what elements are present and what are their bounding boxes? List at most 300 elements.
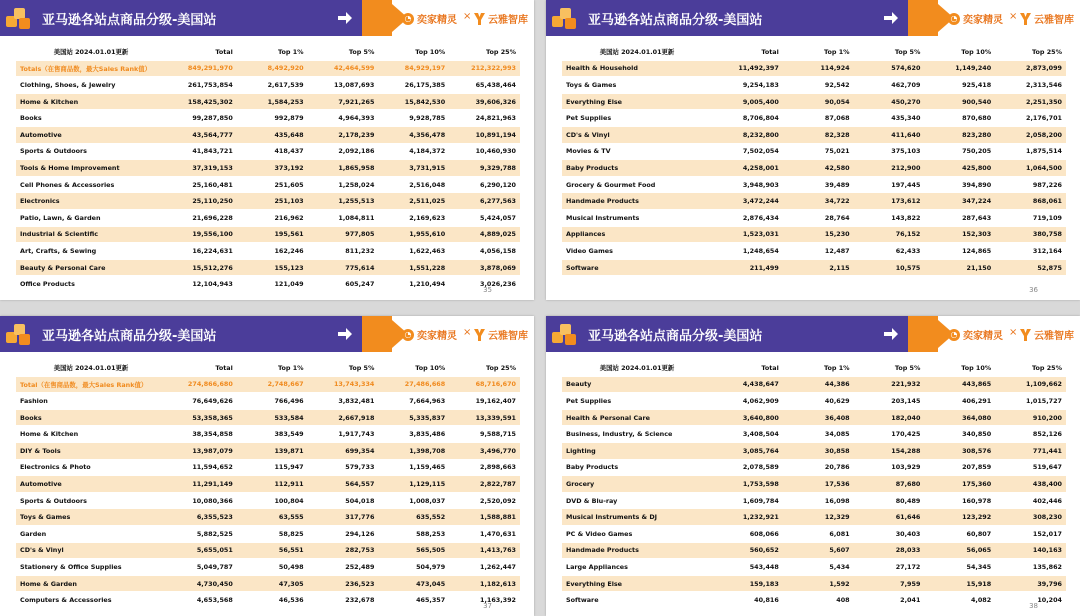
value-cell: 261,753,854 bbox=[166, 77, 237, 94]
header-accent bbox=[908, 0, 938, 36]
category-name: Automotive bbox=[16, 126, 166, 143]
brand-cross: × bbox=[463, 11, 472, 22]
value-cell: 588,253 bbox=[378, 525, 449, 542]
value-cell: 25,110,250 bbox=[166, 193, 237, 210]
value-cell: 68,716,670 bbox=[449, 376, 520, 393]
value-cell: 1,149,240 bbox=[924, 60, 995, 77]
value-cell: 12,329 bbox=[783, 509, 854, 526]
value-cell: 504,018 bbox=[308, 492, 379, 509]
value-cell: 312,164 bbox=[995, 243, 1066, 260]
slide-37 bbox=[0, 316, 534, 616]
value-cell: 75,021 bbox=[783, 143, 854, 160]
table-row bbox=[562, 77, 1066, 94]
table-row bbox=[562, 160, 1066, 177]
category-name: Baby Products bbox=[562, 160, 712, 177]
table-row bbox=[16, 459, 520, 476]
value-cell: 2,178,239 bbox=[308, 126, 379, 143]
value-cell: 9,928,785 bbox=[378, 110, 449, 127]
value-cell: 1,588,881 bbox=[449, 509, 520, 526]
value-cell: 910,200 bbox=[995, 409, 1066, 426]
value-cell: 19,162,407 bbox=[449, 393, 520, 410]
value-cell: 462,709 bbox=[854, 77, 925, 94]
value-cell: 766,496 bbox=[237, 393, 308, 410]
category-name: CD's & Vinyl bbox=[16, 542, 166, 559]
value-cell: 21,696,228 bbox=[166, 209, 237, 226]
value-cell: 1,163,392 bbox=[449, 592, 520, 609]
value-cell: 2,078,589 bbox=[712, 459, 783, 476]
value-cell: 2,822,787 bbox=[449, 476, 520, 493]
arrow-right-icon bbox=[338, 328, 352, 340]
category-name: Movies & TV bbox=[562, 143, 712, 160]
value-cell: 7,664,963 bbox=[378, 393, 449, 410]
column-header: Top 25% bbox=[449, 360, 520, 376]
category-table bbox=[16, 44, 520, 293]
value-cell: 44,386 bbox=[783, 376, 854, 393]
yunya-logo-icon bbox=[1020, 329, 1031, 341]
value-cell: 152,017 bbox=[995, 525, 1066, 542]
table-row bbox=[16, 426, 520, 443]
table-row bbox=[562, 559, 1066, 576]
table-row bbox=[562, 393, 1066, 410]
value-cell: 12,104,943 bbox=[166, 276, 237, 293]
value-cell: 40,629 bbox=[783, 393, 854, 410]
category-name: Health & Household bbox=[562, 60, 712, 77]
yijia-logo-icon: ◔ bbox=[402, 13, 414, 25]
value-cell: 308,576 bbox=[924, 442, 995, 459]
value-cell: 53,358,365 bbox=[166, 409, 237, 426]
value-cell: 6,290,120 bbox=[449, 176, 520, 193]
value-cell: 82,328 bbox=[783, 126, 854, 143]
value-cell: 155,123 bbox=[237, 259, 308, 276]
table-row bbox=[562, 509, 1066, 526]
value-cell: 1,109,662 bbox=[995, 376, 1066, 393]
value-cell: 5,424,057 bbox=[449, 209, 520, 226]
value-cell: 15,842,530 bbox=[378, 93, 449, 110]
value-cell: 6,355,523 bbox=[166, 509, 237, 526]
brand-cross: × bbox=[1009, 11, 1018, 22]
value-cell: 2,520,092 bbox=[449, 492, 520, 509]
value-cell: 435,648 bbox=[237, 126, 308, 143]
value-cell: 2,617,539 bbox=[237, 77, 308, 94]
slide-header bbox=[546, 316, 1080, 352]
value-cell: 1,413,763 bbox=[449, 542, 520, 559]
value-cell: 1,262,447 bbox=[449, 559, 520, 576]
column-header: Top 25% bbox=[995, 44, 1066, 60]
value-cell: 2,873,099 bbox=[995, 60, 1066, 77]
value-cell: 608,066 bbox=[712, 525, 783, 542]
yunya-logo-icon bbox=[1020, 13, 1031, 25]
brand-cross: × bbox=[1009, 327, 1018, 338]
table-row bbox=[16, 559, 520, 576]
value-cell: 152,303 bbox=[924, 226, 995, 243]
category-name: Electronics bbox=[16, 193, 166, 210]
value-cell: 1,129,115 bbox=[378, 476, 449, 493]
value-cell: 13,743,334 bbox=[308, 376, 379, 393]
value-cell: 30,403 bbox=[854, 525, 925, 542]
table-row bbox=[562, 193, 1066, 210]
category-name: Business, Industry, & Science bbox=[562, 426, 712, 443]
category-table bbox=[16, 360, 520, 609]
value-cell: 162,246 bbox=[237, 243, 308, 260]
value-cell: 3,408,504 bbox=[712, 426, 783, 443]
value-cell: 635,552 bbox=[378, 509, 449, 526]
table-row bbox=[562, 226, 1066, 243]
header-accent bbox=[362, 0, 392, 36]
table-row bbox=[16, 209, 520, 226]
column-header: Top 5% bbox=[854, 44, 925, 60]
value-cell: 2,251,350 bbox=[995, 93, 1066, 110]
value-cell: 232,678 bbox=[308, 592, 379, 609]
value-cell: 11,594,652 bbox=[166, 459, 237, 476]
table-row bbox=[562, 110, 1066, 127]
value-cell: 2,511,025 bbox=[378, 193, 449, 210]
value-cell: 3,948,903 bbox=[712, 176, 783, 193]
category-name: Pet Supplies bbox=[562, 393, 712, 410]
value-cell: 870,680 bbox=[924, 110, 995, 127]
category-name: Software bbox=[562, 259, 712, 276]
value-cell: 6,081 bbox=[783, 525, 854, 542]
table-row bbox=[16, 143, 520, 160]
value-cell: 2,058,200 bbox=[995, 126, 1066, 143]
value-cell: 47,305 bbox=[237, 575, 308, 592]
value-cell: 10,575 bbox=[854, 259, 925, 276]
column-header: Total bbox=[166, 44, 237, 60]
category-name: Everything Else bbox=[562, 93, 712, 110]
table-row bbox=[562, 409, 1066, 426]
table-row bbox=[562, 426, 1066, 443]
value-cell: 992,879 bbox=[237, 110, 308, 127]
value-cell: 9,005,400 bbox=[712, 93, 783, 110]
value-cell: 3,640,800 bbox=[712, 409, 783, 426]
category-name: Garden bbox=[16, 525, 166, 542]
value-cell: 771,441 bbox=[995, 442, 1066, 459]
table-row bbox=[16, 393, 520, 410]
value-cell: 5,434 bbox=[783, 559, 854, 576]
column-header: Top 10% bbox=[924, 44, 995, 60]
table-row bbox=[16, 226, 520, 243]
table-row bbox=[16, 276, 520, 293]
value-cell: 6,277,563 bbox=[449, 193, 520, 210]
value-cell: 207,859 bbox=[924, 459, 995, 476]
slide-header bbox=[0, 0, 534, 36]
category-name: Industrial & Scientific bbox=[16, 226, 166, 243]
value-cell: 1,084,811 bbox=[308, 209, 379, 226]
value-cell: 87,068 bbox=[783, 110, 854, 127]
table-row bbox=[562, 60, 1066, 77]
value-cell: 12,487 bbox=[783, 243, 854, 260]
value-cell: 34,722 bbox=[783, 193, 854, 210]
category-name: Health & Personal Care bbox=[562, 409, 712, 426]
header-accent bbox=[908, 316, 938, 352]
table-row bbox=[562, 209, 1066, 226]
brand-name-2: 云雅智库 bbox=[488, 331, 528, 342]
value-cell: 4,438,647 bbox=[712, 376, 783, 393]
table-header-row bbox=[16, 44, 520, 60]
value-cell: 340,850 bbox=[924, 426, 995, 443]
value-cell: 135,862 bbox=[995, 559, 1066, 576]
cubes-icon bbox=[6, 321, 32, 347]
category-name: Electronics & Photo bbox=[16, 459, 166, 476]
value-cell: 1,551,228 bbox=[378, 259, 449, 276]
value-cell: 375,103 bbox=[854, 143, 925, 160]
brand-name-2: 云雅智库 bbox=[488, 15, 528, 26]
value-cell: 158,425,302 bbox=[166, 93, 237, 110]
value-cell: 425,800 bbox=[924, 160, 995, 177]
yijia-logo-icon: ◔ bbox=[402, 329, 414, 341]
category-name: Toys & Games bbox=[16, 509, 166, 526]
value-cell: 182,040 bbox=[854, 409, 925, 426]
value-cell: 1,917,743 bbox=[308, 426, 379, 443]
value-cell: 216,962 bbox=[237, 209, 308, 226]
value-cell: 54,345 bbox=[924, 559, 995, 576]
value-cell: 121,049 bbox=[237, 276, 308, 293]
brand-name-1: 奕家精灵 bbox=[963, 331, 1003, 342]
value-cell: 87,680 bbox=[854, 476, 925, 493]
value-cell: 3,026,236 bbox=[449, 276, 520, 293]
value-cell: 9,588,715 bbox=[449, 426, 520, 443]
value-cell: 5,882,525 bbox=[166, 525, 237, 542]
value-cell: 1,064,500 bbox=[995, 160, 1066, 177]
value-cell: 2,898,663 bbox=[449, 459, 520, 476]
table-row bbox=[562, 376, 1066, 393]
category-name: DIY & Tools bbox=[16, 442, 166, 459]
value-cell: 10,891,194 bbox=[449, 126, 520, 143]
category-name: Baby Products bbox=[562, 459, 712, 476]
value-cell: 103,929 bbox=[854, 459, 925, 476]
value-cell: 123,292 bbox=[924, 509, 995, 526]
value-cell: 4,889,025 bbox=[449, 226, 520, 243]
table-row bbox=[16, 110, 520, 127]
value-cell: 56,551 bbox=[237, 542, 308, 559]
page-number: 37 bbox=[483, 602, 492, 610]
brand-logo-yijia bbox=[402, 11, 457, 26]
value-cell: 60,807 bbox=[924, 525, 995, 542]
table-row bbox=[562, 243, 1066, 260]
value-cell: 3,878,069 bbox=[449, 259, 520, 276]
table-row bbox=[562, 126, 1066, 143]
value-cell: 3,835,486 bbox=[378, 426, 449, 443]
value-cell: 1,008,037 bbox=[378, 492, 449, 509]
slide-38 bbox=[546, 316, 1080, 616]
value-cell: 504,979 bbox=[378, 559, 449, 576]
brand-name-2: 云雅智库 bbox=[1034, 331, 1074, 342]
table-row bbox=[16, 409, 520, 426]
table-row bbox=[16, 492, 520, 509]
value-cell: 8,706,804 bbox=[712, 110, 783, 127]
value-cell: 364,080 bbox=[924, 409, 995, 426]
value-cell: 3,832,481 bbox=[308, 393, 379, 410]
value-cell: 251,103 bbox=[237, 193, 308, 210]
value-cell: 62,433 bbox=[854, 243, 925, 260]
value-cell: 560,652 bbox=[712, 542, 783, 559]
category-name: Office Products bbox=[16, 276, 166, 293]
page-number: 36 bbox=[1029, 286, 1038, 294]
value-cell: 2,748,667 bbox=[237, 376, 308, 393]
brand-logo-yijia bbox=[948, 327, 1003, 342]
value-cell: 849,291,970 bbox=[166, 60, 237, 77]
value-cell: 605,247 bbox=[308, 276, 379, 293]
category-name: Everything Else bbox=[562, 575, 712, 592]
value-cell: 1,248,654 bbox=[712, 243, 783, 260]
category-name: Software bbox=[562, 592, 712, 609]
cubes-icon bbox=[6, 5, 32, 31]
table-row bbox=[16, 193, 520, 210]
table-header-row bbox=[16, 360, 520, 376]
value-cell: 15,918 bbox=[924, 575, 995, 592]
value-cell: 212,900 bbox=[854, 160, 925, 177]
value-cell: 3,472,244 bbox=[712, 193, 783, 210]
category-name: Stationery & Office Supplies bbox=[16, 559, 166, 576]
value-cell: 39,796 bbox=[995, 575, 1066, 592]
value-cell: 100,804 bbox=[237, 492, 308, 509]
column-header-region: 美国站 2024.01.01更新 bbox=[562, 44, 712, 60]
value-cell: 373,192 bbox=[237, 160, 308, 177]
value-cell: 1,592 bbox=[783, 575, 854, 592]
table-row bbox=[562, 476, 1066, 493]
table-row bbox=[16, 160, 520, 177]
value-cell: 1,159,465 bbox=[378, 459, 449, 476]
column-header: Top 1% bbox=[783, 360, 854, 376]
column-header-region: 美国站 2024.01.01更新 bbox=[16, 44, 166, 60]
slide-title: 亚马逊各站点商品分级-美国站 bbox=[42, 329, 217, 344]
category-name: Handmade Products bbox=[562, 542, 712, 559]
value-cell: 1,523,031 bbox=[712, 226, 783, 243]
category-name: Grocery & Gourmet Food bbox=[562, 176, 712, 193]
value-cell: 3,496,770 bbox=[449, 442, 520, 459]
value-cell: 438,400 bbox=[995, 476, 1066, 493]
value-cell: 10,080,366 bbox=[166, 492, 237, 509]
value-cell: 236,523 bbox=[308, 575, 379, 592]
value-cell: 402,446 bbox=[995, 492, 1066, 509]
value-cell: 408 bbox=[783, 592, 854, 609]
value-cell: 418,437 bbox=[237, 143, 308, 160]
value-cell: 2,092,186 bbox=[308, 143, 379, 160]
value-cell: 15,512,276 bbox=[166, 259, 237, 276]
value-cell: 90,054 bbox=[783, 93, 854, 110]
value-cell: 900,540 bbox=[924, 93, 995, 110]
category-name: Handmade Products bbox=[562, 193, 712, 210]
category-name: Appliances bbox=[562, 226, 712, 243]
column-header: Top 10% bbox=[924, 360, 995, 376]
arrow-right-icon bbox=[884, 12, 898, 24]
page-number: 38 bbox=[1029, 602, 1038, 610]
value-cell: 25,160,481 bbox=[166, 176, 237, 193]
value-cell: 750,205 bbox=[924, 143, 995, 160]
category-name: Computers & Accessories bbox=[16, 592, 166, 609]
cubes-icon bbox=[552, 5, 578, 31]
category-name: Tools & Home Improvement bbox=[16, 160, 166, 177]
value-cell: 4,356,478 bbox=[378, 126, 449, 143]
totals-row bbox=[16, 60, 520, 77]
value-cell: 775,614 bbox=[308, 259, 379, 276]
value-cell: 533,584 bbox=[237, 409, 308, 426]
value-cell: 3,731,915 bbox=[378, 160, 449, 177]
table-row bbox=[16, 542, 520, 559]
value-cell: 823,280 bbox=[924, 126, 995, 143]
value-cell: 175,360 bbox=[924, 476, 995, 493]
category-name: Home & Garden bbox=[16, 575, 166, 592]
category-name: Grocery bbox=[562, 476, 712, 493]
category-name: Home & Kitchen bbox=[16, 93, 166, 110]
value-cell: 34,085 bbox=[783, 426, 854, 443]
category-name: Musical Instruments bbox=[562, 209, 712, 226]
category-name: Art, Crafts, & Sewing bbox=[16, 243, 166, 260]
value-cell: 287,643 bbox=[924, 209, 995, 226]
category-name: CD's & Vinyl bbox=[562, 126, 712, 143]
value-cell: 5,655,051 bbox=[166, 542, 237, 559]
value-cell: 574,620 bbox=[854, 60, 925, 77]
table-header-row bbox=[562, 44, 1066, 60]
value-cell: 406,291 bbox=[924, 393, 995, 410]
column-header: Top 10% bbox=[378, 44, 449, 60]
value-cell: 63,555 bbox=[237, 509, 308, 526]
value-cell: 10,460,930 bbox=[449, 143, 520, 160]
column-header: Top 5% bbox=[308, 360, 379, 376]
brand-cross: × bbox=[463, 327, 472, 338]
value-cell: 473,045 bbox=[378, 575, 449, 592]
category-name: Large Appliances bbox=[562, 559, 712, 576]
value-cell: 99,287,850 bbox=[166, 110, 237, 127]
page-number: 35 bbox=[483, 286, 492, 294]
value-cell: 19,556,100 bbox=[166, 226, 237, 243]
value-cell: 4,964,393 bbox=[308, 110, 379, 127]
value-cell: 9,254,183 bbox=[712, 77, 783, 94]
category-name: Lighting bbox=[562, 442, 712, 459]
value-cell: 140,163 bbox=[995, 542, 1066, 559]
value-cell: 26,175,385 bbox=[378, 77, 449, 94]
value-cell: 1,258,024 bbox=[308, 176, 379, 193]
value-cell: 274,866,680 bbox=[166, 376, 237, 393]
value-cell: 4,062,909 bbox=[712, 393, 783, 410]
value-cell: 811,232 bbox=[308, 243, 379, 260]
value-cell: 27,486,668 bbox=[378, 376, 449, 393]
value-cell: 282,753 bbox=[308, 542, 379, 559]
value-cell: 1,875,514 bbox=[995, 143, 1066, 160]
table-row bbox=[16, 442, 520, 459]
table-row bbox=[562, 492, 1066, 509]
table-row bbox=[562, 143, 1066, 160]
category-name: Beauty bbox=[562, 376, 712, 393]
column-header: Top 25% bbox=[995, 360, 1066, 376]
column-header: Top 1% bbox=[237, 360, 308, 376]
value-cell: 383,549 bbox=[237, 426, 308, 443]
brand-logo-yijia bbox=[402, 327, 457, 342]
value-cell: 565,505 bbox=[378, 542, 449, 559]
value-cell: 143,822 bbox=[854, 209, 925, 226]
category-name: Sports & Outdoors bbox=[16, 492, 166, 509]
value-cell: 39,489 bbox=[783, 176, 854, 193]
value-cell: 347,224 bbox=[924, 193, 995, 210]
column-header: Top 5% bbox=[854, 360, 925, 376]
brand-name-2: 云雅智库 bbox=[1034, 15, 1074, 26]
value-cell: 2,115 bbox=[783, 259, 854, 276]
table-row bbox=[562, 442, 1066, 459]
totals-row bbox=[16, 376, 520, 393]
value-cell: 160,978 bbox=[924, 492, 995, 509]
category-name: Total（在售商品数，最大Sales Rank值） bbox=[16, 376, 166, 393]
category-name: Beauty & Personal Care bbox=[16, 259, 166, 276]
brand-name-1: 奕家精灵 bbox=[417, 331, 457, 342]
value-cell: 2,876,434 bbox=[712, 209, 783, 226]
value-cell: 852,126 bbox=[995, 426, 1066, 443]
column-header-region: 美国站 2024.01.01更新 bbox=[16, 360, 166, 376]
value-cell: 16,224,631 bbox=[166, 243, 237, 260]
value-cell: 4,056,158 bbox=[449, 243, 520, 260]
column-header: Total bbox=[712, 360, 783, 376]
value-cell: 21,150 bbox=[924, 259, 995, 276]
column-header: Top 25% bbox=[449, 44, 520, 60]
category-name: Cell Phones & Accessories bbox=[16, 176, 166, 193]
